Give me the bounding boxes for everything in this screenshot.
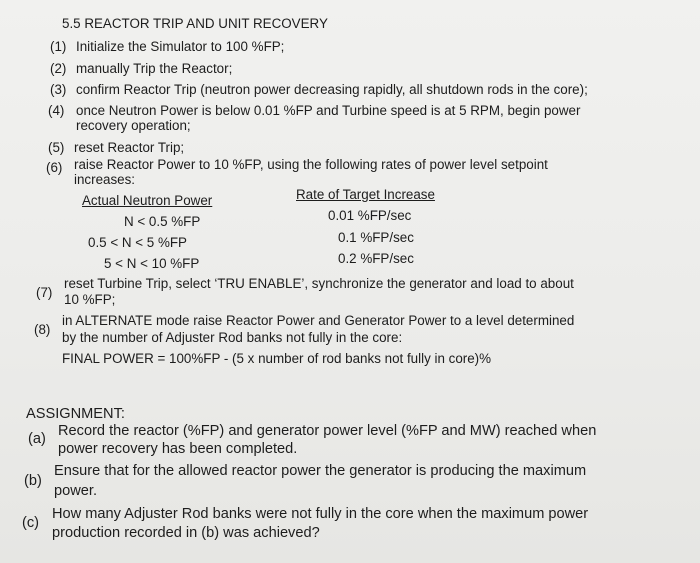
- table-cell-power: 0.5 < N < 5 %FP: [88, 235, 187, 250]
- assignment-heading: ASSIGNMENT:: [26, 406, 125, 422]
- step-text-line-2: recovery operation;: [76, 118, 191, 133]
- step-number: (5): [48, 140, 65, 155]
- table-cell-rate: 0.1 %FP/sec: [338, 230, 414, 245]
- table-cell-power: N < 0.5 %FP: [124, 214, 201, 229]
- step-text: manually Trip the Reactor;: [76, 61, 233, 76]
- step-number: (3): [50, 82, 67, 97]
- step-text-line-1: once Neutron Power is below 0.01 %FP and Turbine speed is at 5 RPM, begin power: [76, 103, 581, 118]
- final-power-formula: FINAL POWER = 100%FP - (5 x number of rod banks not fully in core)%: [62, 351, 492, 366]
- step-number: (2): [50, 61, 67, 76]
- table-cell-power: 5 < N < 10 %FP: [104, 256, 200, 271]
- assignment-item-line-2: power.: [54, 483, 97, 499]
- assignment-item-line-2: power recovery has been completed.: [58, 441, 298, 457]
- table-cell-rate: 0.01 %FP/sec: [328, 208, 412, 223]
- assignment-item-number: (c): [22, 515, 40, 531]
- step-text-line-2: 10 %FP;: [64, 292, 116, 307]
- step-text: Initialize the Simulator to 100 %FP;: [76, 39, 285, 54]
- step-number: (4): [48, 103, 65, 118]
- step-number: (8): [34, 322, 51, 337]
- step-text-line-2: by the number of Adjuster Rod banks not fully in the core:: [62, 330, 403, 345]
- step-number: (1): [50, 39, 67, 54]
- assignment-item-line-1: Ensure that for the allowed reactor power the generator is producing the maximum: [54, 463, 587, 479]
- step-number: (7): [36, 285, 53, 300]
- step-text-line-2: increases:: [74, 172, 136, 187]
- assignment-item-number: (a): [28, 431, 46, 447]
- step-text-line-1: raise Reactor Power to 10 %FP, using the following rates of power level setpoint: [74, 157, 548, 172]
- step-number: (6): [46, 160, 63, 175]
- assignment-item-line-2: production recorded in (b) was achieved?: [52, 525, 320, 541]
- section-title: 5.5 REACTOR TRIP AND UNIT RECOVERY: [62, 16, 328, 31]
- assignment-item-number: (b): [24, 473, 42, 489]
- table-header-rate: Rate of Target Increase: [296, 187, 435, 202]
- table-cell-rate: 0.2 %FP/sec: [338, 251, 414, 266]
- step-text: reset Reactor Trip;: [74, 140, 185, 155]
- assignment-item-line-1: How many Adjuster Rod banks were not fully in the core when the maximum power: [52, 506, 589, 522]
- table-header-neutron-power: Actual Neutron Power: [82, 193, 213, 208]
- step-text-line-1: in ALTERNATE mode raise Reactor Power and Generator Power to a level determined: [62, 313, 575, 328]
- step-text-line-1: reset Turbine Trip, select ‘TRU ENABLE’, synchronize the generator and load to about: [64, 276, 574, 291]
- assignment-item-line-1: Record the reactor (%FP) and generator power level (%FP and MW) reached when: [58, 423, 597, 439]
- step-text: confirm Reactor Trip (neutron power decreasing rapidly, all shutdown rods in the core);: [76, 82, 588, 97]
